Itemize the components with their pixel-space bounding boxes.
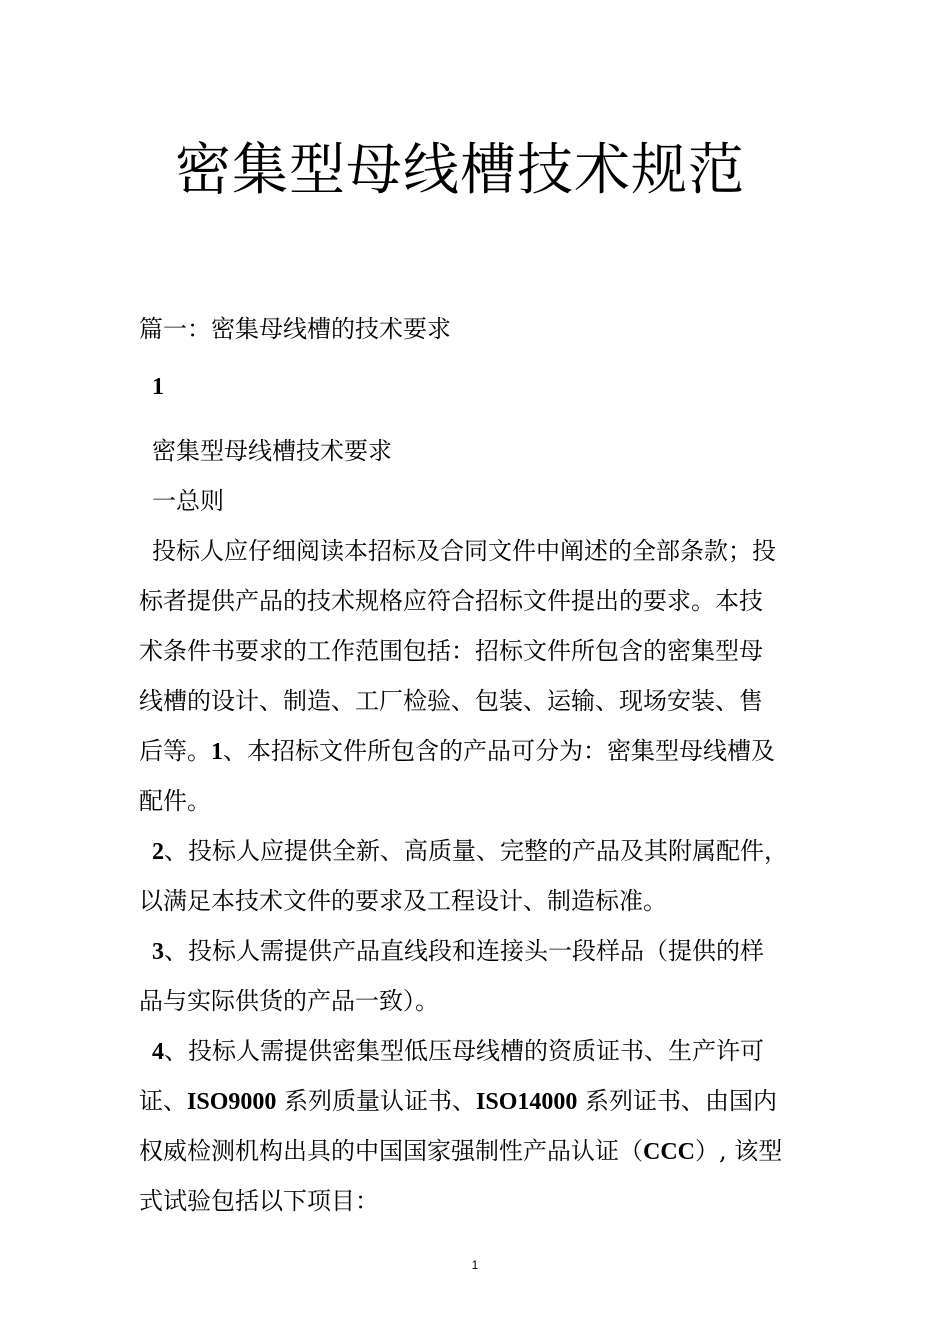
- section-number: 1: [152, 374, 164, 400]
- page-number: 1: [471, 1258, 479, 1272]
- text-span: 权威检测机构出具的中国国家强制性产品认证（: [139, 1137, 643, 1165]
- standard-code: ISO14000: [476, 1089, 578, 1115]
- item-number: 3: [152, 939, 164, 965]
- paragraph-line: [152, 1036, 764, 1067]
- item-number: 2: [152, 839, 164, 865]
- text-span: 、投标人需提供产品直线段和连接头一段样品（提供的样: [164, 937, 764, 965]
- text-span: 、投标人应提供全新、高质量、完整的产品及其附属配件，: [164, 837, 788, 865]
- paragraph-line: 标者提供产品的技术规格应符合招标文件提出的要求。本技: [139, 587, 763, 615]
- paragraph-line: [152, 936, 764, 967]
- paragraph-line: 以满足本技术文件的要求及工程设计、制造标准。: [139, 887, 667, 915]
- paragraph-line: 式试验包括以下项目：: [139, 1187, 379, 1215]
- section-heading: 篇一：密集母线槽的技术要求: [139, 315, 451, 343]
- text-span: 后等。: [139, 737, 211, 765]
- paragraph-line: 投标人应仔细阅读本招标及合同文件中阐述的全部条款；投: [152, 537, 776, 565]
- paragraph-line: 品与实际供货的产品一致）。: [139, 987, 439, 1015]
- text-span: 系列质量认证书、: [276, 1087, 476, 1115]
- text-span: 、本招标文件所包含的产品可分为：密集型母线槽及: [223, 737, 775, 765]
- general-heading: 一总则: [152, 487, 224, 515]
- paragraph-line: [139, 736, 775, 767]
- item-number: 4: [152, 1039, 164, 1065]
- item-number: 1: [211, 739, 223, 765]
- subheading: 密集型母线槽技术要求: [152, 437, 392, 465]
- paragraph-line: [139, 1136, 782, 1167]
- standard-code: CCC: [643, 1139, 695, 1165]
- document-title: 密集型母线槽技术规范: [175, 138, 745, 203]
- text-span: ）, 该型: [695, 1137, 783, 1165]
- text-span: 证、: [139, 1087, 187, 1115]
- paragraph-line: [139, 1086, 777, 1117]
- standard-code: ISO9000: [187, 1089, 277, 1115]
- text-span: 、投标人需提供密集型低压母线槽的资质证书、生产许可: [164, 1037, 764, 1065]
- paragraph-line: 配件。: [139, 787, 211, 815]
- paragraph-line: 线槽的设计、制造、工厂检验、包装、运输、现场安装、售: [139, 687, 763, 715]
- paragraph-line: 术条件书要求的工作范围包括：招标文件所包含的密集型母: [139, 637, 763, 665]
- paragraph-line: [152, 836, 788, 867]
- text-span: 系列证书、由国内: [577, 1087, 777, 1115]
